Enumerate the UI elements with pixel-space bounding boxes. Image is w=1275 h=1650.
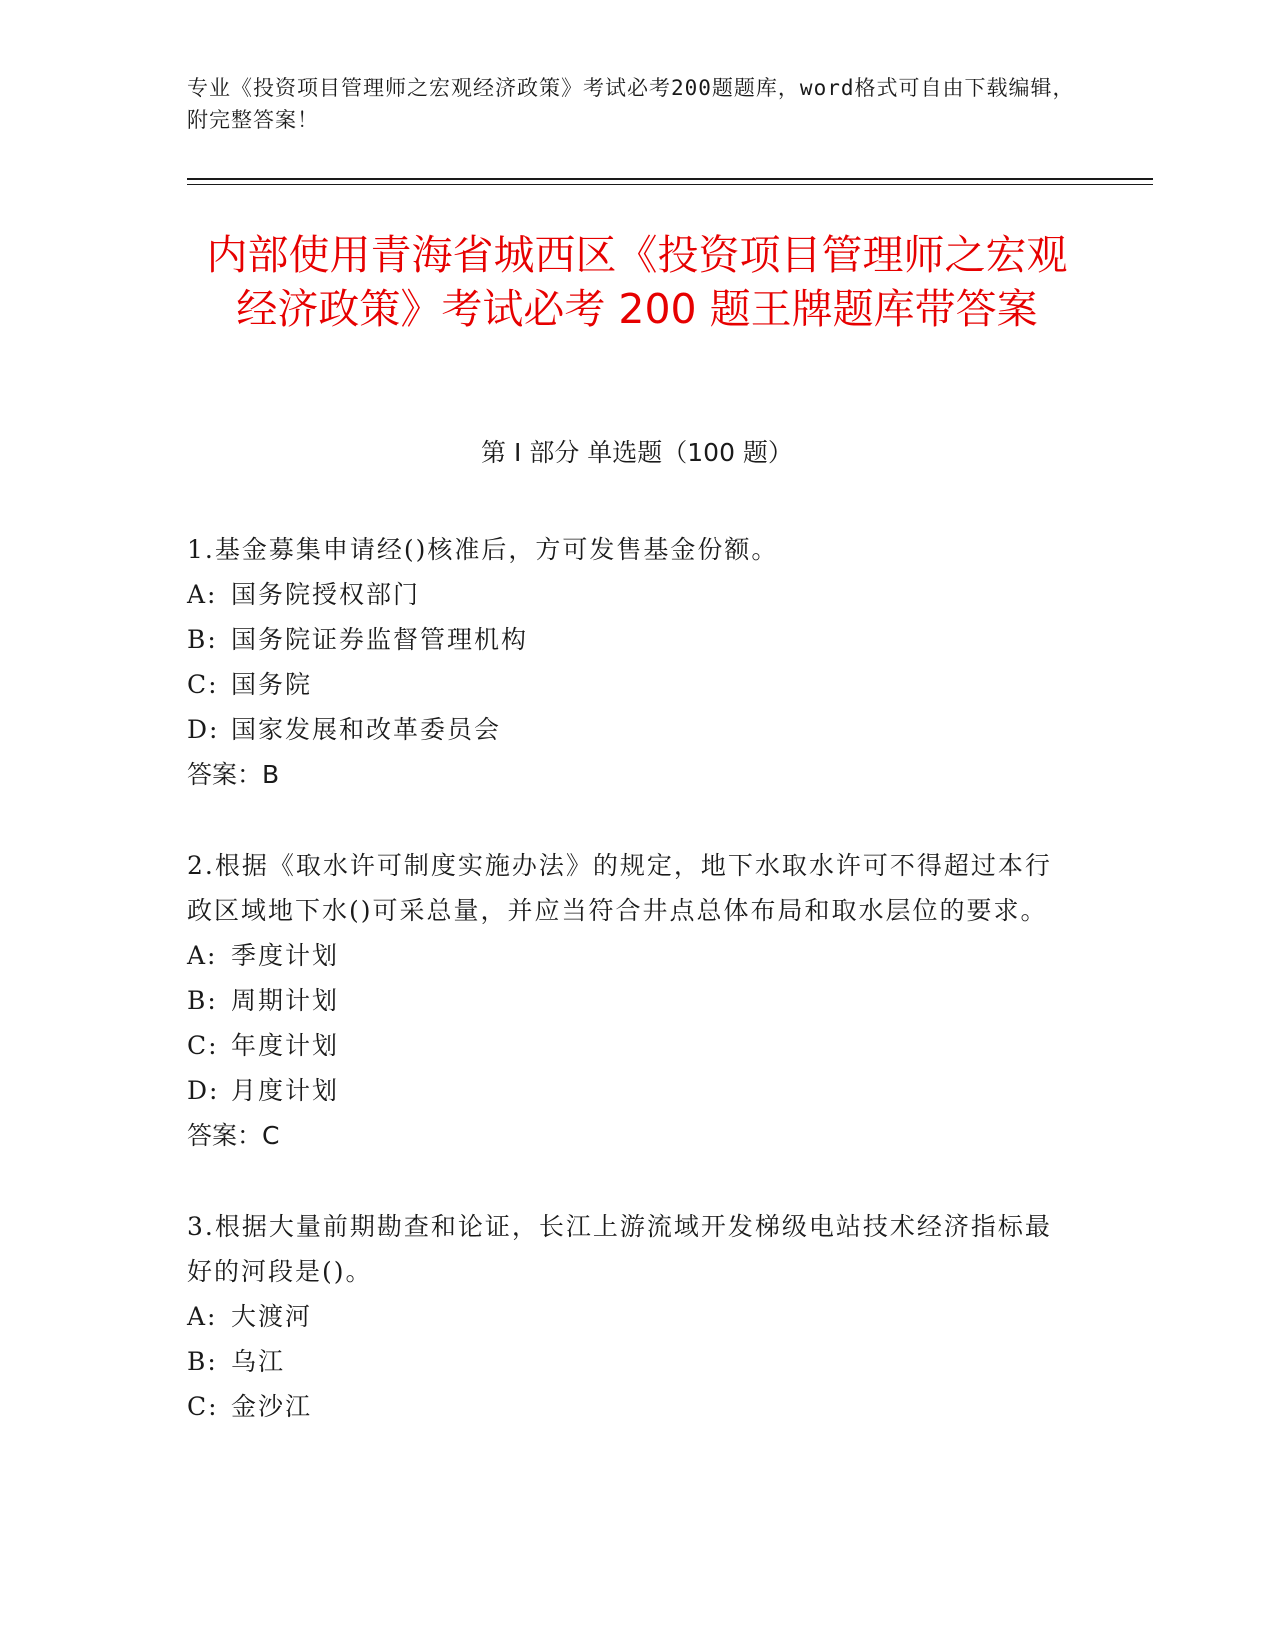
option-letter: C: (187, 1392, 219, 1421)
header-rule-thick (187, 178, 1153, 180)
document-title: 内部使用青海省城西区《投资项目管理师之宏观经济政策》考试必考 200 题王牌题库带答案 (206, 231, 1068, 333)
answer: 答案：B (187, 760, 280, 789)
section-title: 第 I 部分 单选题（100 题） (481, 438, 793, 467)
option-text: 国务院授权部门 (231, 580, 421, 609)
option-text: 季度计划 (231, 941, 340, 970)
option-a (187, 933, 1057, 978)
option-c (187, 1384, 1057, 1429)
option-d (187, 1068, 1057, 1113)
header-note: 专业《投资项目管理师之宏观经济政策》考试必考200题题库，word格式可自由下载编辑，附完整答案！ (187, 76, 1075, 132)
option-c (187, 1023, 1057, 1068)
option-a (187, 1294, 1057, 1339)
option-text: 乌江 (231, 1347, 286, 1376)
option-letter: B: (187, 986, 218, 1015)
option-letter: D: (187, 1076, 220, 1105)
option-d (187, 707, 1057, 752)
question-stem: 3.根据大量前期勘查和论证，长江上游流域开发梯级电站技术经济指标最好的河段是()。 (187, 1212, 1052, 1286)
option-text: 国家发展和改革委员会 (231, 715, 502, 744)
question-3 (187, 1204, 1057, 1429)
option-text: 大渡河 (231, 1302, 313, 1331)
option-b (187, 1339, 1057, 1384)
question-1 (187, 527, 1057, 797)
option-letter: D: (187, 715, 220, 744)
question-list (187, 527, 1057, 1475)
option-letter: B: (187, 1347, 218, 1376)
option-a (187, 572, 1057, 617)
option-text: 金沙江 (231, 1392, 313, 1421)
option-letter: A: (187, 941, 218, 970)
option-text: 国务院证券监督管理机构 (231, 625, 529, 654)
option-letter: A: (187, 580, 218, 609)
option-letter: B: (187, 625, 218, 654)
question-stem: 2.根据《取水许可制度实施办法》的规定，地下水取水许可不得超过本行政区域地下水()可采总量，并应当符合井点总体布局和取水层位的要求。 (187, 851, 1052, 925)
option-b (187, 978, 1057, 1023)
option-b (187, 617, 1057, 662)
option-letter: A: (187, 1302, 218, 1331)
question-stem: 1.基金募集申请经()核准后，方可发售基金份额。 (187, 535, 779, 564)
option-letter: C: (187, 1031, 219, 1060)
option-text: 国务院 (231, 670, 313, 699)
header-rule-thin (187, 184, 1153, 185)
question-2 (187, 843, 1057, 1158)
option-text: 月度计划 (231, 1076, 340, 1105)
option-c (187, 662, 1057, 707)
option-text: 周期计划 (231, 986, 340, 1015)
option-letter: C: (187, 670, 219, 699)
answer: 答案：C (187, 1121, 280, 1150)
option-text: 年度计划 (231, 1031, 340, 1060)
